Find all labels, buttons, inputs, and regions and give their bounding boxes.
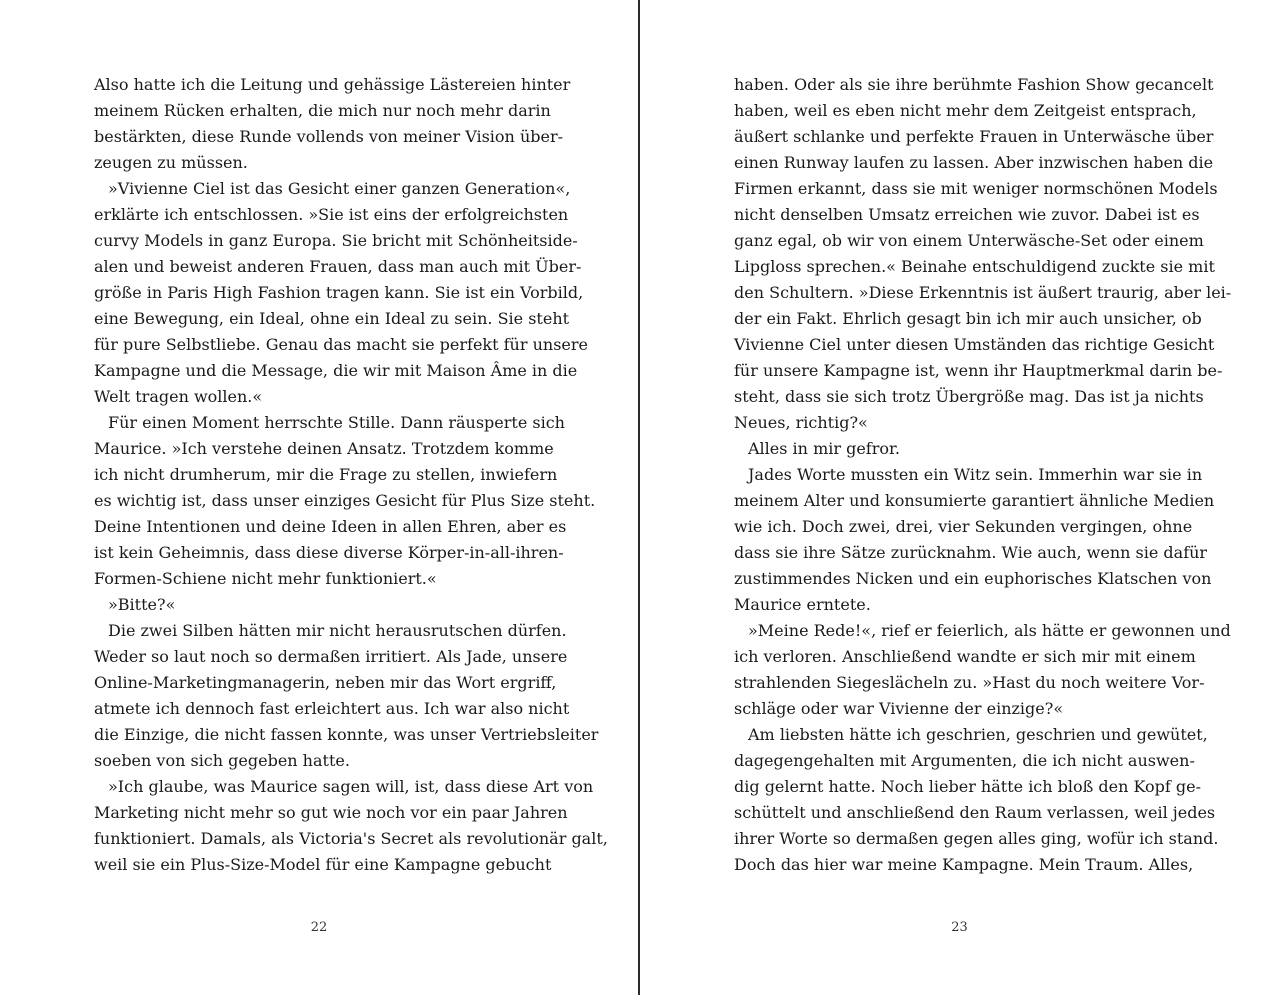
text-line: schüttelt und anschließend den Raum verlassen, weil jedes xyxy=(734,803,1216,822)
text-line: ich nicht drumherum, mir die Frage zu stellen, inwiefern xyxy=(94,465,558,484)
text-line: funktioniert. Damals, als Victoria's Secret als revolutionär galt, xyxy=(94,829,608,848)
text-line: »Bitte?« xyxy=(108,595,176,614)
text-line: den Schultern. »Diese Erkenntnis ist äußert traurig, aber lei- xyxy=(734,283,1232,302)
right-page-body xyxy=(734,72,1232,878)
text-line: haben, weil es eben nicht mehr dem Zeitgeist entsprach, xyxy=(734,101,1197,120)
text-line: Maurice erntete. xyxy=(734,595,871,614)
text-line: Am liebsten hätte ich geschrien, geschrien und gewütet, xyxy=(748,725,1208,744)
text-line: der ein Fakt. Ehrlich gesagt bin ich mir auch unsicher, ob xyxy=(734,309,1202,328)
text-line: ist kein Geheimnis, dass diese diverse Körper-in-all-ihren- xyxy=(94,543,564,562)
text-line: Kampagne und die Message, die wir mit Maison Âme in die xyxy=(94,361,578,380)
text-line: Online-Marketingmanagerin, neben mir das Wort ergriff, xyxy=(94,673,557,692)
text-line: zeugen zu müssen. xyxy=(94,153,248,172)
text-line: zustimmendes Nicken und ein euphorisches Klatschen von xyxy=(734,569,1212,588)
left-page-body xyxy=(94,72,608,878)
text-line: »Meine Rede!«, rief er feierlich, als hätte er gewonnen und xyxy=(748,621,1231,640)
text-line: strahlenden Siegeslächeln zu. »Hast du noch weitere Vor- xyxy=(734,673,1205,692)
text-line: dagegengehalten mit Argumenten, die ich nicht auswen- xyxy=(734,751,1195,770)
text-line: die Einzige, die nicht fassen konnte, was unser Vertriebsleiter xyxy=(94,725,599,744)
text-line: Lipgloss sprechen.« Beinahe entschuldigend zuckte sie mit xyxy=(734,257,1215,276)
right-page xyxy=(640,0,1279,995)
text-line: wie ich. Doch zwei, drei, vier Sekunden vergingen, ohne xyxy=(734,517,1193,536)
text-line: haben. Oder als sie ihre berühmte Fashion Show gecancelt xyxy=(734,75,1214,94)
text-line: meinem Alter und konsumierte garantiert ähnliche Medien xyxy=(734,491,1215,510)
text-line: ich verloren. Anschließend wandte er sich mir mit einem xyxy=(734,647,1196,666)
text-line: schläge oder war Vivienne der einzige?« xyxy=(734,699,1064,718)
text-line: Doch das hier war meine Kampagne. Mein Traum. Alles, xyxy=(734,855,1194,874)
text-line: größe in Paris High Fashion tragen kann. Sie ist ein Vorbild, xyxy=(94,283,584,302)
page-number-right: 23 xyxy=(951,920,968,935)
text-line: weil sie ein Plus-Size-Model für eine Kampagne gebucht xyxy=(94,855,552,874)
text-line: Maurice. »Ich verstehe deinen Ansatz. Trotzdem komme xyxy=(94,439,554,458)
text-line: dass sie ihre Sätze zurücknahm. Wie auch, wenn sie dafür xyxy=(734,543,1208,562)
text-line: für unsere Kampagne ist, wenn ihr Hauptmerkmal darin be- xyxy=(734,361,1223,380)
text-line: dig gelernt hatte. Noch lieber hätte ich bloß den Kopf ge- xyxy=(734,777,1202,796)
text-line: Firmen erkannt, dass sie mit weniger normschönen Models xyxy=(734,179,1218,198)
text-line: Alles in mir gefror. xyxy=(748,439,900,458)
text-line: steht, dass sie sich trotz Übergröße mag. Das ist ja nichts xyxy=(734,387,1204,406)
text-line: einen Runway laufen zu lassen. Aber inzwischen haben die xyxy=(734,153,1214,172)
text-line: für pure Selbstliebe. Genau das macht sie perfekt für unsere xyxy=(94,335,588,354)
text-line: Marketing nicht mehr so gut wie noch vor ein paar Jahren xyxy=(94,803,568,822)
text-line: Formen-Schiene nicht mehr funktioniert.« xyxy=(94,569,437,588)
text-line: soeben von sich gegeben hatte. xyxy=(94,751,350,770)
text-line: »Ich glaube, was Maurice sagen will, ist, dass diese Art von xyxy=(108,777,594,796)
text-line: Jades Worte mussten ein Witz sein. Immerhin war sie in xyxy=(748,465,1203,484)
text-line: meinem Rücken erhalten, die mich nur noch mehr darin xyxy=(94,101,551,120)
text-line: nicht denselben Umsatz erreichen wie zuvor. Dabei ist es xyxy=(734,205,1200,224)
left-page xyxy=(0,0,638,995)
text-line: Deine Intentionen und deine Ideen in allen Ehren, aber es xyxy=(94,517,567,536)
text-line: Für einen Moment herrschte Stille. Dann räusperte sich xyxy=(108,413,565,432)
text-line: curvy Models in ganz Europa. Sie bricht mit Schönheitside- xyxy=(94,231,578,250)
text-line: Weder so laut noch so dermaßen irritiert. Als Jade, unsere xyxy=(94,647,568,666)
text-line: »Vivienne Ciel ist das Gesicht einer ganzen Generation«, xyxy=(108,179,571,198)
text-line: ihrer Worte so dermaßen gegen alles ging, wofür ich stand. xyxy=(734,829,1219,848)
text-line: ganz egal, ob wir von einem Unterwäsche-Set oder einem xyxy=(734,231,1204,250)
page-number-left: 22 xyxy=(310,920,328,935)
text-line: alen und beweist anderen Frauen, dass man auch mit Über- xyxy=(94,257,582,276)
text-line: eine Bewegung, ein Ideal, ohne ein Ideal zu sein. Sie steht xyxy=(94,309,570,328)
text-line: Also hatte ich die Leitung und gehässige Lästereien hinter xyxy=(94,75,571,94)
text-line: Neues, richtig?« xyxy=(734,413,868,432)
text-line: bestärkten, diese Runde vollends von meiner Vision über- xyxy=(94,127,564,146)
text-line: es wichtig ist, dass unser einziges Gesicht für Plus Size steht. xyxy=(94,491,596,510)
text-line: Vivienne Ciel unter diesen Umständen das richtige Gesicht xyxy=(734,335,1215,354)
text-line: Welt tragen wollen.« xyxy=(94,387,263,406)
text-line: atmete ich dennoch fast erleichtert aus. Ich war also nicht xyxy=(94,699,570,718)
text-line: Die zwei Silben hätten mir nicht herausrutschen dürfen. xyxy=(108,621,567,640)
text-line: äußert schlanke und perfekte Frauen in Unterwäsche über xyxy=(734,127,1214,146)
text-line: erklärte ich entschlossen. »Sie ist eins der erfolgreichsten xyxy=(94,205,569,224)
